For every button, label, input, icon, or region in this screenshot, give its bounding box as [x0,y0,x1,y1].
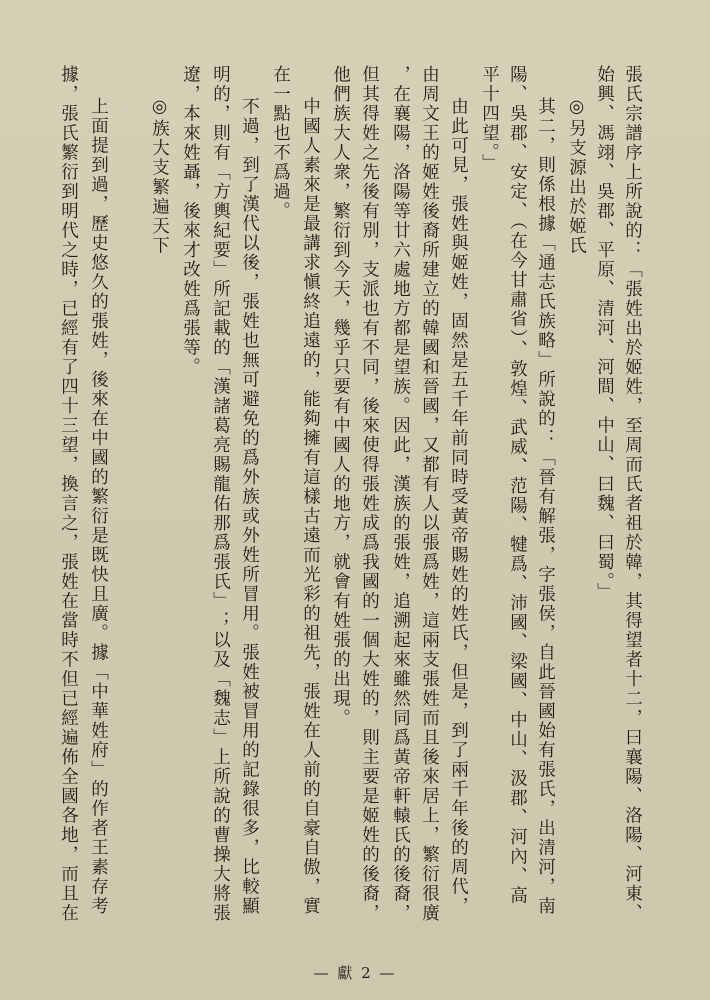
text-column-15: 明的，則有「方輿紀要」所記載的「漢諸葛亮賜龍佑那爲張氏」；以及「魏志」上所說的曹操大將張 [210,65,231,923]
text-column-5: 陽、吳郡、安定、（在今甘肅省）、敦煌、武威、范陽、犍爲、沛國、梁國、中山、汲郡、河內、高 [507,65,528,906]
text-column-9: ，在襄陽，洛陽等廿六處地方都是望族。因此，漢族的張姓，追溯起來雖然同爲黃帝軒轅氏的後裔， [390,65,411,923]
text-column-10: 但其得姓之先後有別，支派也有不同，後來使得張姓成爲我國的一個大姓的，則主要是姬姓的後裔， [359,65,380,923]
text-column-2: 始興、馮翊、吳郡、平原、清河、河間、中山、曰魏、曰蜀。」 [594,65,615,603]
text-column-7: 由此可見，張姓與姬姓，固然是五千年前同時受黃帝賜姓的姓氏，但是，到了兩千年後的周代， [448,97,469,916]
page-number: — 獻 2 — [313,964,397,982]
text-column-6: 平十四望。」 [479,65,500,174]
text-column-14: 不過，到了漢代以後，張姓也無可避免的爲外族或外姓所冒用。張姓被冒用的記錄很多，比較顯 [239,97,260,916]
section-heading: ◎另支源出於姬氏 [566,97,587,256]
text-column-8: 由周文王的姬姓後裔所建立的韓國和晉國，又都有人以張爲姓，這兩支張姓而且後來居上，繁衍很廣 [419,65,440,923]
text-column-19: 據，張氏繁衍到明代之時，已經有了四十三望，換言之，張姓在當時不但已經遍佈全國各地，而且在 [58,65,79,923]
text-column-13: 在一點也不爲過。 [270,65,291,221]
text-column-18: 上面提到過，歷史悠久的張姓，後來在中國的繁衍是既快且廣。據「中華姓府」的作者王素存考 [88,97,109,916]
text-column-16: 遼，本來姓聶，後來才改姓爲張等。 [180,65,201,377]
text-column-1: 張氏宗譜序上所說的：「張姓出於姬姓，至周而氏者祖於韓，其得望者十二，曰襄陽、洛陽、河東、 [622,65,643,923]
section-heading-2: ◎族大支繁遍天下 [149,97,170,256]
text-column-12: 中國人素來是最講求愼終追遠的，能夠擁有這樣古遠而光彩的祖先，張姓在人前的自豪自傲，實 [300,97,321,916]
text-column-4: 其二，則係根據「通志氏族略」所說的：「晉有解張，字張侯，自此晉國始有張氏，出清河，南 [535,97,556,916]
text-column-11: 他們族大人衆，繁衍到今天，幾乎只要有中國人的地方，就會有姓張的出現。 [330,65,351,728]
